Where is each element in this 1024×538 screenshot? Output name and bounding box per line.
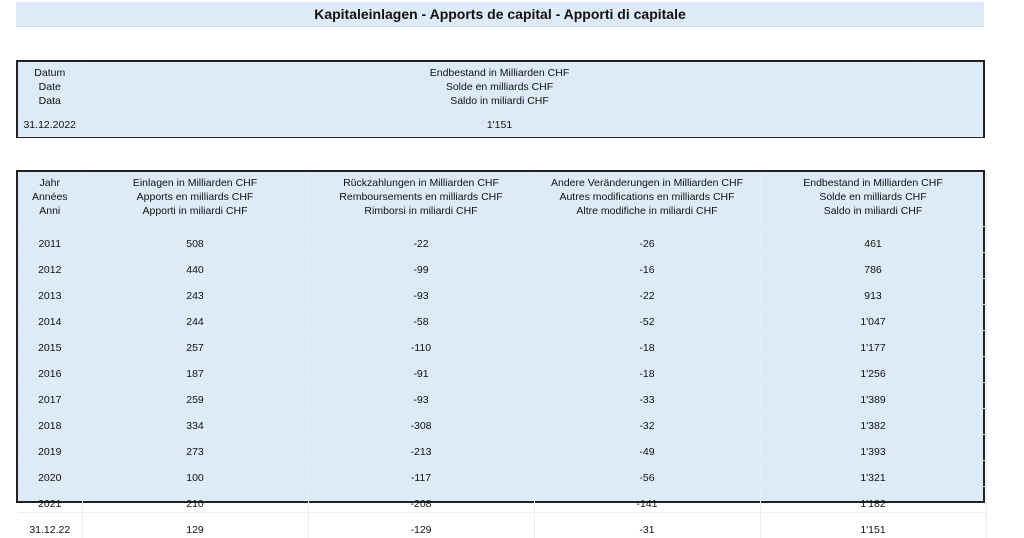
balance-label-it: Saldo in miliardi CHF — [450, 95, 549, 107]
repayments-cell: -58 — [308, 304, 534, 330]
year-cell: 2014 — [18, 304, 82, 330]
header-line: Autres modifications en milliards CHF — [559, 191, 735, 203]
header-line: Einlagen in Milliarden CHF — [132, 177, 258, 189]
deposits-header — [82, 172, 308, 226]
balance-cell: 1'321 — [760, 460, 986, 486]
deposits-cell: 273 — [82, 434, 308, 460]
header-line: Endbestand in Milliarden CHF — [803, 177, 943, 189]
table-header-row — [18, 172, 986, 226]
balance-cell: 461 — [760, 226, 986, 252]
year-cell: 2018 — [18, 408, 82, 434]
table-row — [18, 226, 986, 252]
deposits-cell: 257 — [82, 330, 308, 356]
empty-cell — [917, 62, 983, 114]
date-header — [18, 62, 82, 114]
capital-table — [16, 170, 985, 536]
year-cell: 2015 — [18, 330, 82, 356]
other-changes-cell: -18 — [534, 356, 760, 382]
summary-data-row — [18, 114, 983, 136]
balance-cell: 1'177 — [760, 330, 986, 356]
header-line: Solde en milliards CHF — [819, 191, 927, 203]
deposits-cell: 243 — [82, 278, 308, 304]
other-changes-cell: -31 — [534, 512, 760, 538]
header-line: Anni — [39, 205, 61, 217]
page-title: Kapitaleinlagen - Apports de capital - Apporti di capitale — [16, 2, 984, 27]
year-cell: 2016 — [18, 356, 82, 382]
table-row — [18, 382, 986, 408]
other-changes-cell: -56 — [534, 460, 760, 486]
repayments-header — [308, 172, 534, 226]
table-row — [18, 486, 986, 512]
deposits-cell: 100 — [82, 460, 308, 486]
deposits-cell: 259 — [82, 382, 308, 408]
other-changes-cell: -32 — [534, 408, 760, 434]
summary-header-row — [18, 62, 983, 114]
other-changes-cell: -141 — [534, 486, 760, 512]
date-label-de: Datum — [34, 67, 66, 79]
year-header — [18, 172, 82, 226]
table-row — [18, 356, 986, 382]
repayments-cell: -213 — [308, 434, 534, 460]
table-row — [18, 330, 986, 356]
other-changes-cell: -16 — [534, 252, 760, 278]
table-row — [18, 460, 986, 486]
header-line: Jahr — [39, 177, 60, 189]
year-cell: 2012 — [18, 252, 82, 278]
header-line: Andere Veränderungen in Milliarden CHF — [550, 177, 744, 189]
year-cell: 31.12.22 — [18, 512, 82, 538]
balance-label-de: Endbestand in Milliarden CHF — [429, 67, 570, 79]
table-row — [18, 434, 986, 460]
balance-cell: 1'382 — [760, 408, 986, 434]
header-line: Années — [31, 191, 68, 203]
deposits-cell: 440 — [82, 252, 308, 278]
balance-header — [82, 62, 917, 114]
year-cell: 2021 — [18, 486, 82, 512]
balance-label-fr: Solde en milliards CHF — [445, 81, 554, 93]
other-changes-cell: -18 — [534, 330, 760, 356]
summary-table — [16, 60, 985, 138]
deposits-cell: 508 — [82, 226, 308, 252]
year-cell: 2013 — [18, 278, 82, 304]
other-changes-cell: -52 — [534, 304, 760, 330]
table-body — [18, 226, 986, 538]
empty-cell — [917, 114, 983, 136]
balance-cell: 913 — [760, 278, 986, 304]
other-changes-cell: -33 — [534, 382, 760, 408]
repayments-cell: -129 — [308, 512, 534, 538]
date-label-fr: Date — [38, 81, 61, 93]
repayments-cell: -91 — [308, 356, 534, 382]
deposits-cell: 334 — [82, 408, 308, 434]
year-cell: 2011 — [18, 226, 82, 252]
header-line: Apporti in miliardi CHF — [142, 205, 248, 217]
repayments-cell: -208 — [308, 486, 534, 512]
table-row — [18, 278, 986, 304]
other-changes-cell: -22 — [534, 278, 760, 304]
table-row — [18, 252, 986, 278]
table-row — [18, 408, 986, 434]
repayments-cell: -117 — [308, 460, 534, 486]
other-changes-cell: -26 — [534, 226, 760, 252]
other-changes-cell: -49 — [534, 434, 760, 460]
summary-balance: 1'151 — [82, 114, 917, 136]
repayments-cell: -93 — [308, 278, 534, 304]
table-row — [18, 512, 986, 538]
repayments-cell: -110 — [308, 330, 534, 356]
balance-cell: 1'389 — [760, 382, 986, 408]
balance-header — [760, 172, 986, 226]
balance-cell: 1'256 — [760, 356, 986, 382]
deposits-cell: 187 — [82, 356, 308, 382]
summary-date: 31.12.2022 — [18, 114, 82, 136]
repayments-cell: -99 — [308, 252, 534, 278]
table-row — [18, 304, 986, 330]
deposits-cell: 210 — [82, 486, 308, 512]
balance-cell: 1'182 — [760, 486, 986, 512]
repayments-cell: -22 — [308, 226, 534, 252]
repayments-cell: -308 — [308, 408, 534, 434]
deposits-cell: 129 — [82, 512, 308, 538]
balance-cell: 1'047 — [760, 304, 986, 330]
balance-cell: 1'151 — [760, 512, 986, 538]
balance-cell: 786 — [760, 252, 986, 278]
repayments-cell: -93 — [308, 382, 534, 408]
header-line: Rimborsi in miliardi CHF — [364, 205, 478, 217]
balance-cell: 1'393 — [760, 434, 986, 460]
deposits-cell: 244 — [82, 304, 308, 330]
header-line: Altre modifiche in miliardi CHF — [576, 205, 718, 217]
header-line: Saldo in miliardi CHF — [823, 205, 923, 217]
other-changes-header — [534, 172, 760, 226]
header-line: Apports en milliards CHF — [136, 191, 254, 203]
header-line: Remboursements en milliards CHF — [339, 191, 503, 203]
year-cell: 2017 — [18, 382, 82, 408]
date-label-it: Data — [38, 95, 61, 107]
year-cell: 2019 — [18, 434, 82, 460]
header-line: Rückzahlungen in Milliarden CHF — [343, 177, 499, 189]
year-cell: 2020 — [18, 460, 82, 486]
